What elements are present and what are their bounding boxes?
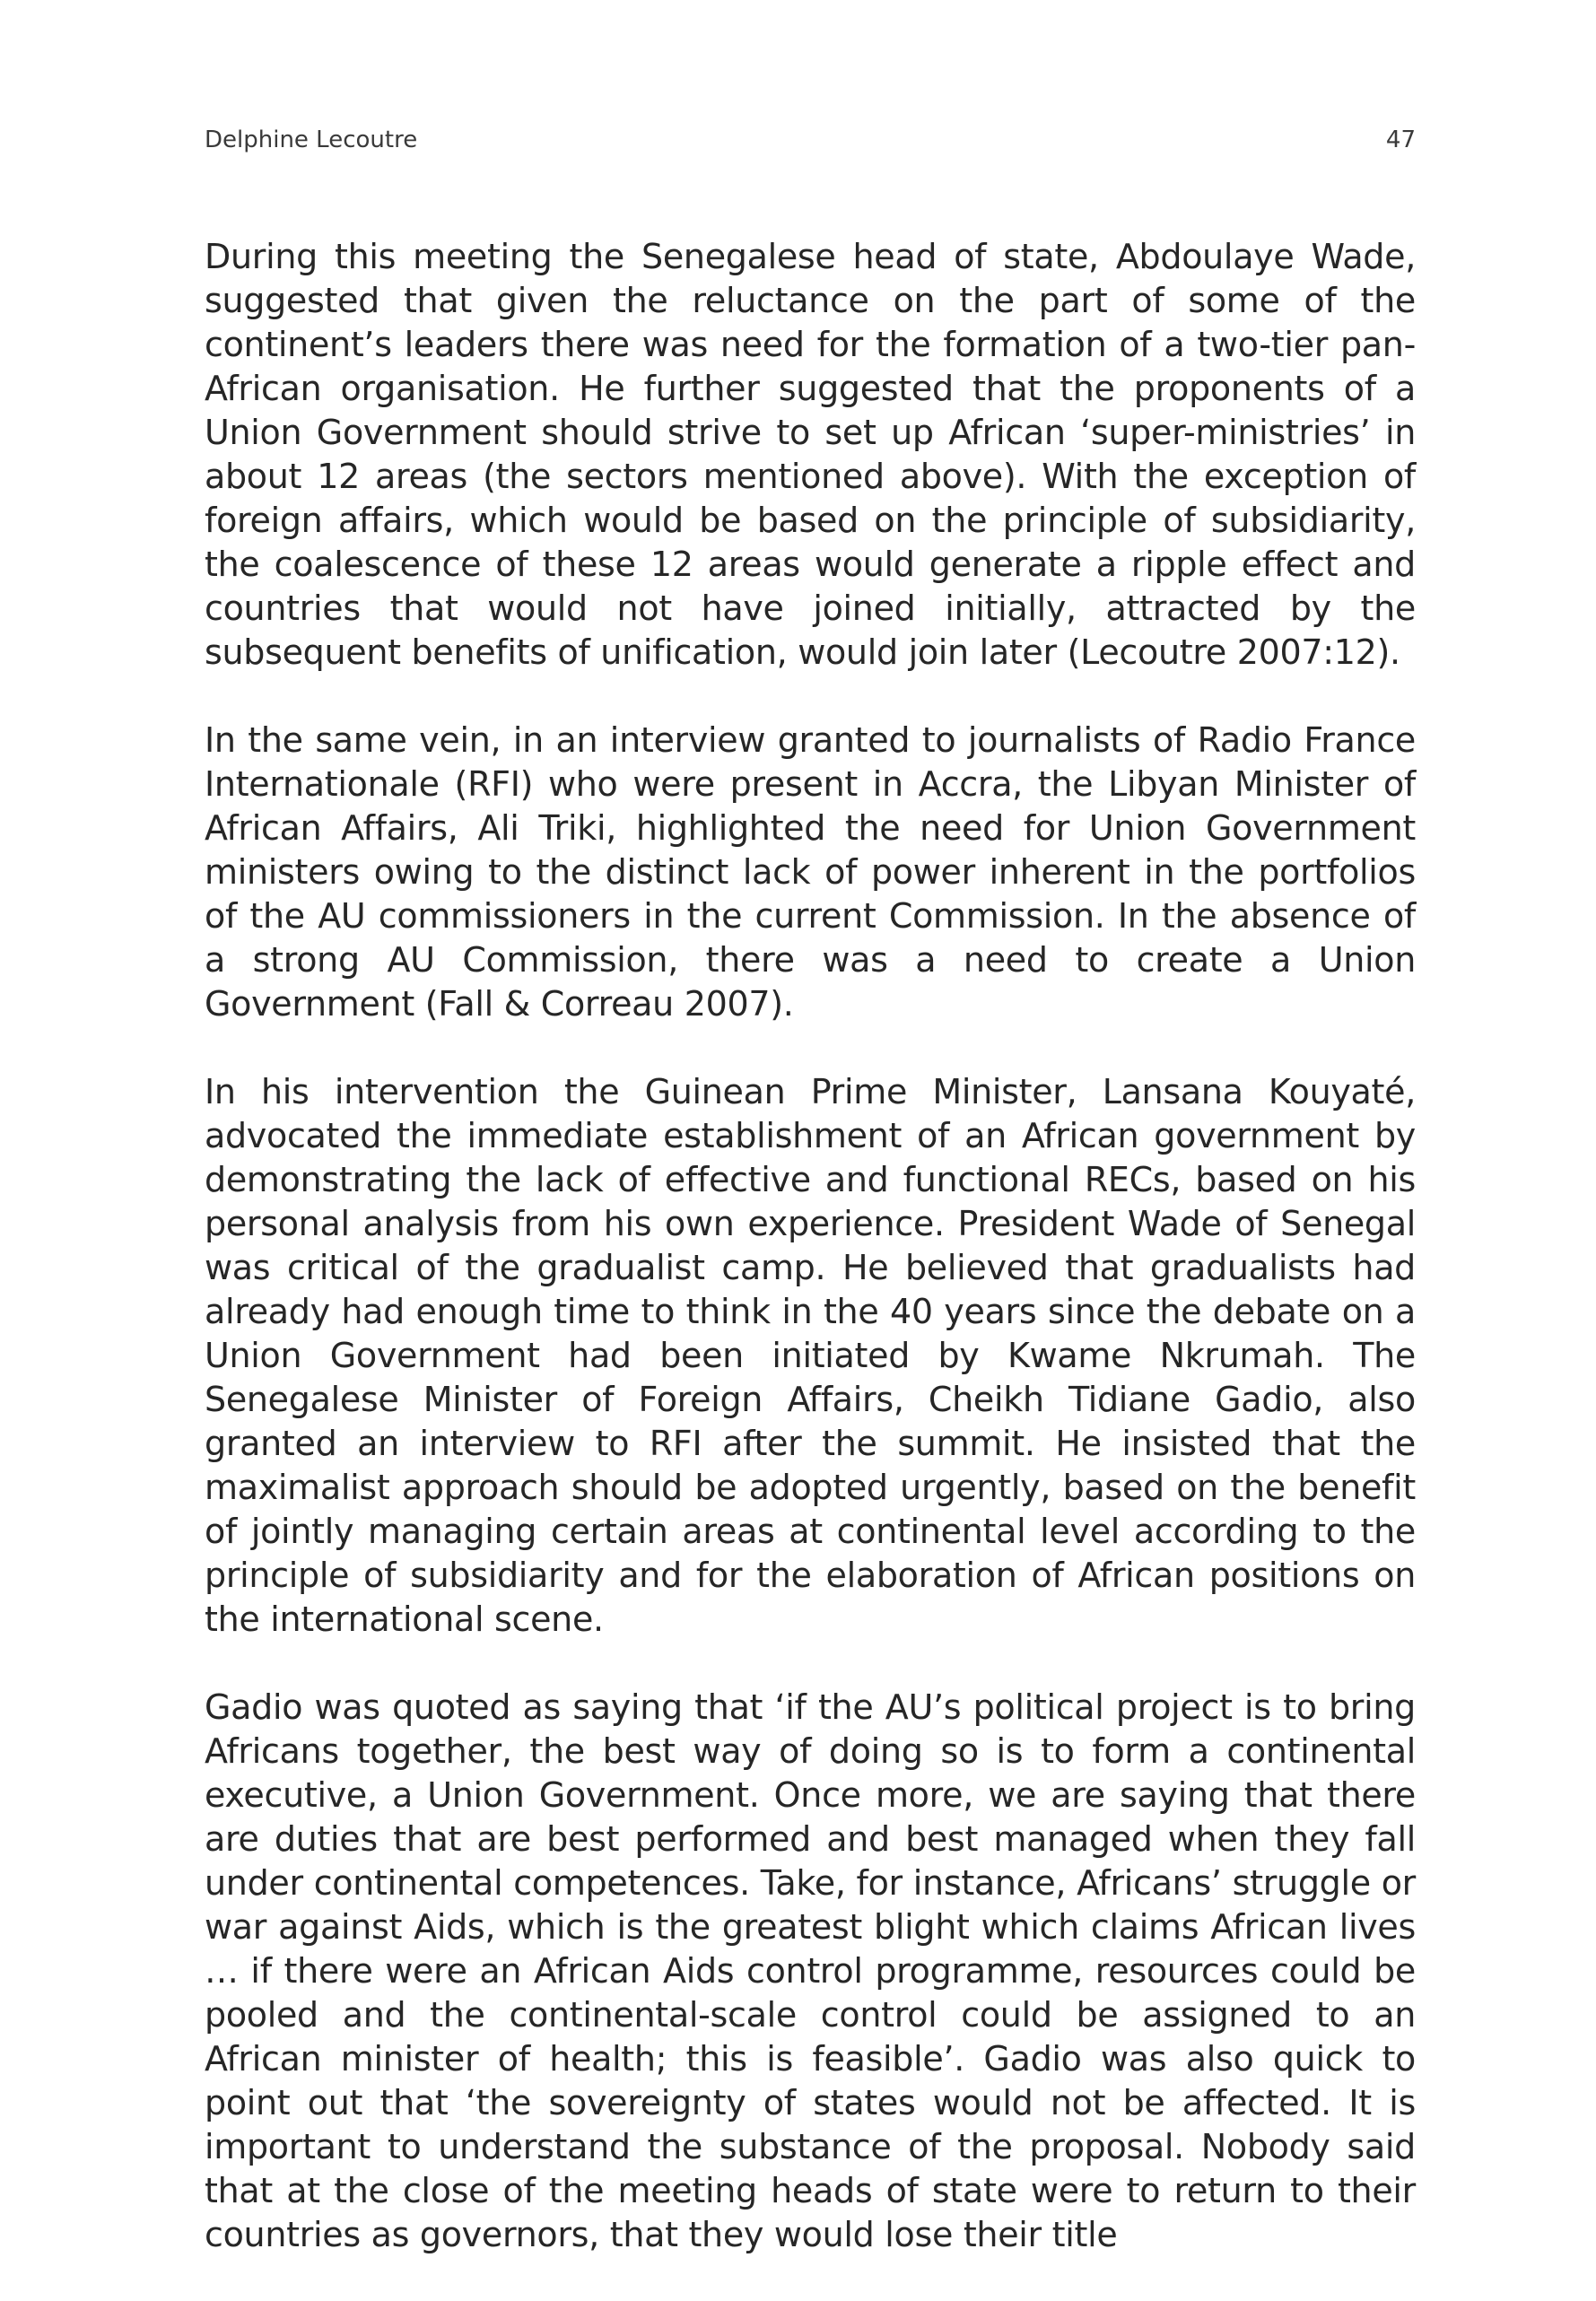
paragraph: In his intervention the Guinean Prime Minister, Lansana Kouyaté, advocated the immediate establishment of an African government by demonstrating the lack of effective and functional RECs, based on his personal analysis from his own experience. President Wade of Senegal was critical of the gradualist camp. He believed that gradualists had already had enough time to think in the 40 years since the debate on a Union Government had been initiated by Kwame Nkrumah. The Senegalese Minister of Foreign Affairs, Cheikh Tidiane Gadio, also granted an interview to RFI after the summit. He insisted that the maximalist approach should be adopted urgently, based on the benefit of jointly managing certain areas at continental level according to the principle of subsidiarity and for the elaboration of African positions on the international scene.: [205, 1072, 1416, 1639]
paragraph: Gadio was quoted as saying that ‘if the AU’s political project is to bring Africans together, the best way of doing so is to form a continental executive, a Union Government. Once more, we are saying that there are duties that are best performed and best managed when they fall under continental competences. Take, for instance, Africans’ struggle or war against Aids, which is the greatest blight which claims African lives … if there were an African Aids control programme, resources could be pooled and the continental-scale control could be assigned to an African minister of health; this is feasible’. Gadio was also quick to point out that ‘the sovereignty of states would not be affected. It is important to understand the substance of the proposal. Nobody said that at the close of the meeting heads of state were to return to their countries as governors, that they would lose their title: [205, 1687, 1416, 2254]
paragraph: In the same vein, in an interview granted to journalists of Radio France Internationale (RFI) who were present in Accra, the Libyan Minister of African Affairs, Ali Triki, highlighted the need for Union Government ministers owing to the distinct lack of power inherent in the portfolios of the AU commissioners in the current Commission. In the absence of a strong AU Commission, there was a need to create a Union Government (Fall & Correau 2007).: [205, 720, 1416, 1024]
running-header: [205, 122, 1416, 158]
paragraph: During this meeting the Senegalese head of state, Abdoulaye Wade, suggested that given the reluctance on the part of some of the continent’s leaders there was need for the formation of a two-tier pan-African organisation. He further suggested that the proponents of a Union Government should strive to set up African ‘super-ministries’ in about 12 areas (the sectors mentioned above). With the exception of foreign affairs, which would be based on the principle of subsidiarity, the coalescence of these 12 areas would generate a ripple effect and countries that would not have joined initially, attracted by the subsequent benefits of unification, would join later (Lecoutre 2007:12).: [205, 237, 1416, 672]
page-number: 47: [1385, 126, 1416, 153]
body-text: [205, 235, 1416, 2301]
running-header-author: Delphine Lecoutre: [205, 126, 418, 153]
